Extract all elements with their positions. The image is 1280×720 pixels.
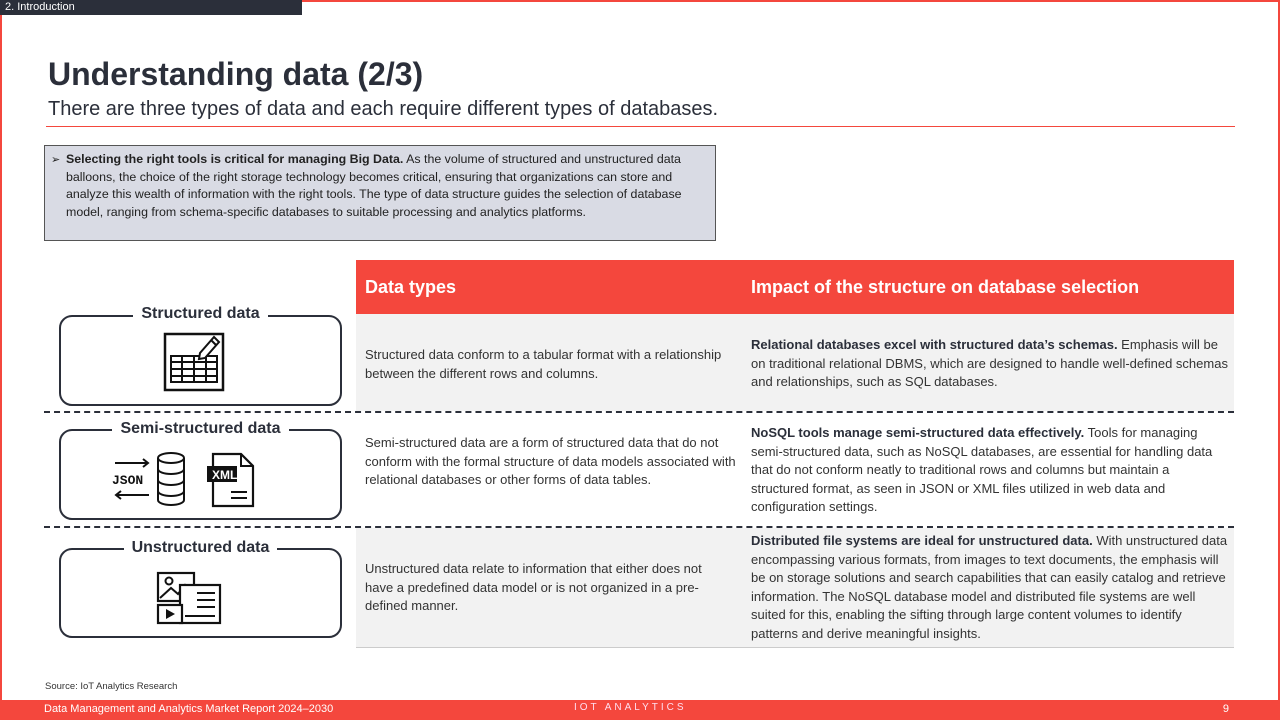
semi-structured-impact-text: Tools for managing semi-structured data, such as NoSQL databases, are essential for handling data that do not conform neatly to traditional rows and columns but maintain a structured format, as seen in JSON or XML files utilized in web data and configuration settings. (751, 425, 1213, 514)
unstructured-data-label: Unstructured data (59, 539, 342, 557)
header-impact: Impact of the structure on database selection (751, 277, 1140, 297)
structured-data-card (59, 315, 342, 406)
table-bottom-border (356, 647, 1234, 648)
page-number: 9 (1222, 703, 1229, 715)
source-note: Source: IoT Analytics Research (45, 681, 178, 692)
table-header (356, 260, 1234, 314)
footer-brand-logo: IOT ANALYTICS (574, 702, 687, 713)
callout-text: As the volume of structured and unstructured data balloons, the choice of the right storage technology becomes critical, ensuring that organizations can store and analyze this wealth of information with the right tools. The type of data structure guides the selection of database model, ranging from schema-specific databases to suitable processing and analytics platforms. (66, 152, 682, 219)
footer-report-title: Data Management and Analytics Market Report 2024–2030 (44, 703, 334, 715)
semi-structured-data-card (59, 429, 342, 520)
json-text: JSON (112, 473, 144, 488)
semi-structured-description: Semi-structured data are a form of structured data that do not conform with the formal structure of data models associated with relational databases or other forms of data tables. (365, 435, 736, 487)
unstructured-impact-text: With unstructured data encompassing various formats, from images to text documents, the emphasis will be on storage solutions and search capabilities that can easily catalog and retrieve information. The NoSQL database model and distributed file systems are well suited for this, enabling the sifting through large content volumes to identify patterns and derive meaningful insights. (751, 533, 1228, 641)
section-tag: 2. Introduction (0, 0, 302, 15)
page-subtitle: There are three types of data and each require different types of databases. (48, 98, 719, 120)
structured-impact-text: Emphasis will be on traditional relational DBMS, which are designed to handle well-defined schemas and relationships, such as SQL databases. (751, 337, 1228, 389)
key-insight-callout (44, 145, 716, 241)
row-divider (44, 411, 1234, 413)
structured-data-label: Structured data (59, 305, 342, 323)
page-title: Understanding data (2/3) (48, 56, 424, 92)
unstructured-description: Unstructured data relate to information that either does not have a predefined data model or is not organized in a pre-defined manner. (365, 561, 702, 613)
xml-text: XML (212, 468, 238, 482)
header-data-types: Data types (365, 277, 457, 297)
unstructured-impact-bold: Distributed file systems are ideal for unstructured data. (751, 533, 1093, 548)
arrow-bullet-icon: ➢ (51, 154, 61, 166)
structured-impact-bold: Relational databases excel with structured data’s schemas. (751, 337, 1118, 352)
semi-structured-impact (751, 424, 1229, 517)
json-database-icon (111, 449, 191, 509)
unstructured-impact (751, 532, 1229, 643)
callout-bold: Selecting the right tools is critical for managing Big Data. (66, 152, 404, 166)
table-edit-icon (162, 331, 226, 393)
structured-description: Structured data conform to a tabular format with a relationship between the different rows and columns. (365, 347, 722, 381)
footer-bar (0, 700, 1280, 720)
xml-file-icon (205, 452, 257, 510)
semi-structured-impact-bold: NoSQL tools manage semi-structured data effectively. (751, 425, 1085, 440)
media-documents-icon (155, 570, 223, 628)
title-divider (46, 126, 1235, 127)
unstructured-data-card (59, 548, 342, 638)
structured-impact (751, 336, 1229, 392)
row-divider (44, 526, 1234, 528)
semi-structured-data-label: Semi-structured data (59, 420, 342, 438)
